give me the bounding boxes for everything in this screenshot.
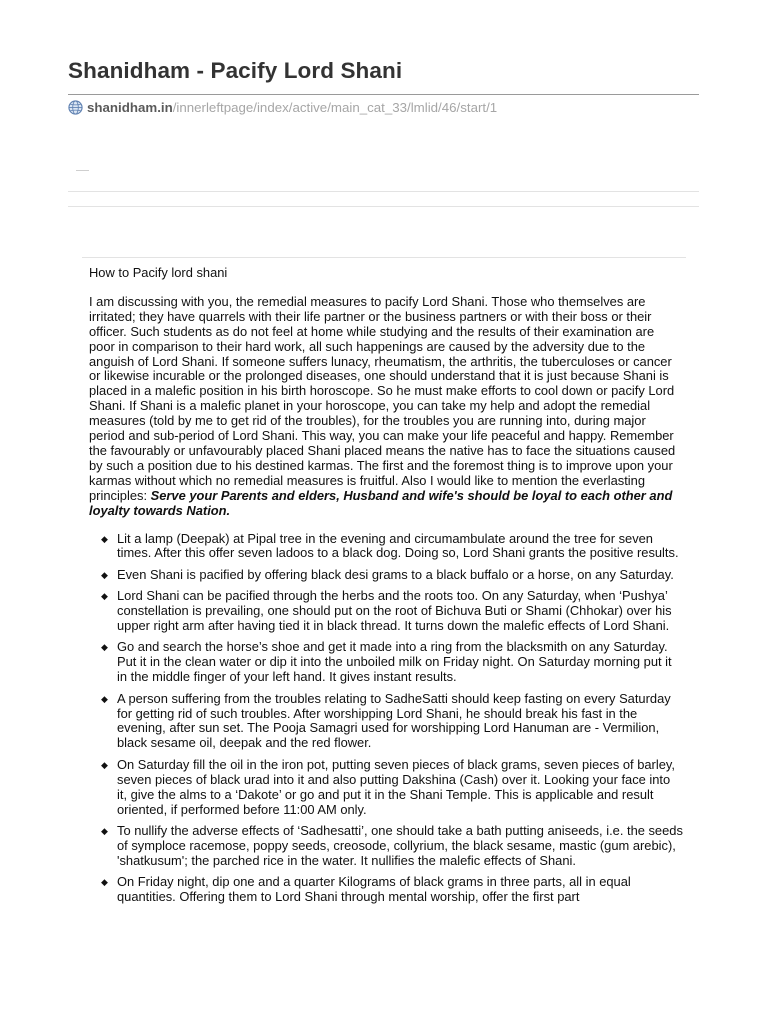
bullet-icon: ◆ [101, 825, 108, 836]
source-url[interactable] [68, 100, 497, 115]
article-body [89, 266, 683, 911]
intro-emphasis: Serve your Parents and elders, Husband and wife's should be loyal to each other and loyalty towards Nation. [89, 487, 673, 518]
list-item-text: To nullify the adverse effects of ‘Sadhesatti’, one should take a bath putting aniseeds, i.e. the seeds of symploce racemose, poppy seeds, creosode, collyrium, the black sesame, mastic (gum arebic), 'shatkusum'; the parched rice in the water. It nullifies the malefic effects of Shani. [117, 822, 683, 868]
list-item-text: A person suffering from the troubles relating to SadheSatti should keep fasting on every Saturday for getting rid of such troubles. After worshipping Lord Shani, he should break his fast in the evening, after sun set. The Pooja Samagri used for worshipping Lord Hanuman are - Vermilion, black sesame oil, deepak and the red flower. [117, 690, 671, 751]
bullet-icon: ◆ [101, 759, 108, 770]
list-item-text: Lit a lamp (Deepak) at Pipal tree in the evening and circumambulate around the tree for seven times. After this offer seven ladoos to a black dog. Doing so, Lord Shani grants the positive results. [117, 530, 679, 561]
list-item-text: On Saturday fill the oil in the iron pot, putting seven pieces of black grams, seven pieces of barley, seven pieces of black urad into it and also putting Dakshina (Cash) over it. Looking your face into it, give the alms to a ‘Dakote’ or go and put it in the Shani Temple. This is applicable and result oriented, if performed before 11:00 AM only. [117, 756, 675, 817]
globe-icon [68, 100, 83, 115]
bullet-icon: ◆ [101, 877, 108, 888]
list-item [101, 588, 683, 634]
list-item [101, 756, 683, 818]
list-item [101, 874, 683, 905]
bullet-icon: ◆ [101, 569, 108, 580]
list-item [101, 822, 683, 869]
source-domain: shanidham.in [87, 100, 173, 115]
page-title: Shanidham - Pacify Lord Shani [68, 58, 403, 83]
bullet-icon: ◆ [101, 533, 108, 544]
source-path: /innerleftpage/index/active/main_cat_33/lmlid/46/start/1 [172, 100, 498, 115]
content-top-divider [82, 257, 686, 258]
bullet-icon: ◆ [101, 591, 108, 602]
intro-text: I am discussing with you, the remedial measures to pacify Lord Shani. Those who themselves are irritated; they have quarrels with their life partner or the business partners or with their boss or their officer. Such students as do not feel at home while studying and the results of their examination are poor in comparison to their hard work, all such happenings are caused by the adversity due to the anguish of Lord Shani. If someone suffers lunacy, rheumatism, the arthritis, the tuberculoses or cancer or likewise incurable or the prolonged diseases, one should understand that it is just because Shani is placed in a malefic position in his birth horoscope. So he must make efforts to cool down or pacify Lord Shani. If Shani is a malefic planet in your horoscope, you can take my help and adopt the remedial measures (told by me to get rid of the troubles), for the troubles you are running into, during major period and sub-period of Lord Shani. This way, you can make your life peaceful and happy. Remember the favourably or unfavourably placed Shani placed means the native has to face the situations caused by such a position due to his destined karmas. The first and the foremost thing is to improve upon your karmas without which no remedial measures is fruitful. Also I would like to mention the everlasting principles: [89, 293, 676, 503]
list-item [101, 530, 683, 562]
list-item [101, 639, 683, 685]
bullet-icon: ◆ [101, 693, 108, 704]
list-item-text: Even Shani is pacified by offering black desi grams to a black buffalo or a horse, on any Saturday. [117, 566, 674, 582]
list-item-text: Lord Shani can be pacified through the herbs and the roots too. On any Saturday, when ‘Pushya’ constellation is prevailing, one should put on the root of Bichuva Buti or Shami (Chhokar) over his upper right arm after having tied it in black thread. It turns down the malefic effects of Lord Shani. [117, 588, 672, 634]
divider-dash [76, 170, 89, 171]
list-item [101, 690, 683, 752]
list-item [101, 566, 683, 583]
list-item-text: On Friday night, dip one and a quarter Kilograms of black grams in three parts, all in equal quantities. Offering them to Lord Shani through mental worship, offer the first part [117, 874, 631, 905]
list-item-text: Go and search the horse’s shoe and get it made into a ring from the blacksmith on any Saturday. Put it in the clean water or dip it into the unboiled milk on Friday night. On Saturday morning put it in the middle finger of your left hand. It gives instant results. [117, 639, 672, 685]
divider [68, 206, 699, 207]
bullet-icon: ◆ [101, 642, 108, 653]
title-divider [68, 94, 699, 95]
article-heading: How to Pacify lord shani [89, 265, 228, 280]
remedies-list [89, 532, 683, 905]
article-intro [89, 295, 683, 519]
divider [68, 191, 699, 192]
